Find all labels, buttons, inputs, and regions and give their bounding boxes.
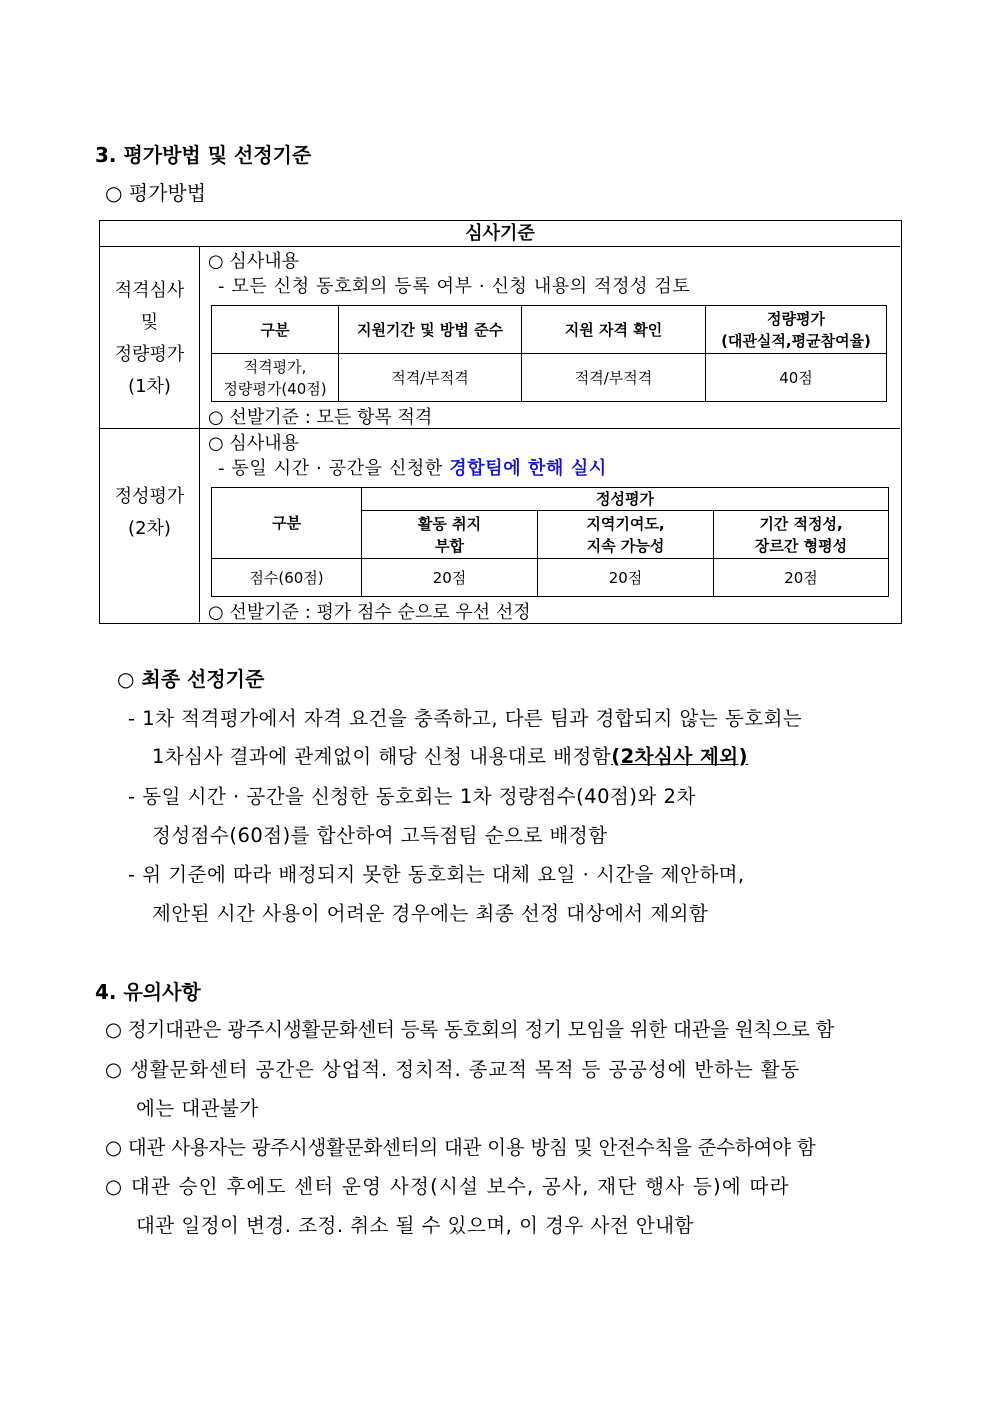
header-cell-quantitative [706, 306, 887, 354]
final-criteria-item: 제안된 시간 사용이 어려운 경우에는 최종 선정 대상에서 제외함 [152, 902, 709, 925]
header-cell-group: 정성평가 [362, 488, 889, 511]
stage1-criteria: ○ 선발기준 : 모든 항목 적격 [208, 407, 433, 428]
notice-item: ○ 대관 승인 후에도 센터 운영 사정(시설 보수, 공사, 재단 행사 등)에 따라 [105, 1175, 790, 1198]
stage1-content [200, 247, 900, 429]
value-cell: 20점 [538, 559, 714, 597]
stage2-content-desc [218, 454, 607, 480]
final-criteria-text: 1차심사 결과에 관계없이 해당 신청 내용대로 배정함 [152, 745, 612, 768]
header-cell-line: 정량평가 [767, 309, 825, 328]
header-cell-line: 지속 가능성 [586, 536, 665, 555]
final-criteria-item: - 동일 시간 · 공간을 신청한 동호회는 1차 정량점수(40점)와 2차 [128, 785, 696, 808]
final-criteria-item: 정성점수(60점)를 합산하여 고득점팀 순으로 배정함 [152, 824, 608, 847]
stage1-label-line: 및 [140, 312, 159, 333]
row-label-line: 정량평가(40점) [223, 379, 327, 398]
final-criteria-heading: ○ 최종 선정기준 [117, 667, 265, 691]
header-cell-line: 기간 적정성, [759, 514, 843, 533]
stage1-label-line: 적격심사 [114, 280, 185, 301]
value-cell: 적격/부적격 [339, 354, 522, 402]
header-cell [538, 511, 714, 559]
row-label-cell [212, 354, 339, 402]
stage2-criteria: ○ 선발기준 : 평가 점수 순으로 우선 선정 [208, 602, 531, 623]
header-cell-line: 활동 취지 [417, 514, 482, 533]
header-cell: 구분 [212, 488, 362, 559]
notice-item: ○ 생활문화센터 공간은 상업적. 정치적. 종교적 목적 등 공공성에 반하는 활동 [105, 1058, 801, 1081]
stage2-label [100, 429, 200, 622]
header-cell: 지원기간 및 방법 준수 [339, 306, 522, 354]
header-cell-line: 부합 [435, 536, 464, 555]
final-criteria-item: - 1차 적격평가에서 자격 요건을 충족하고, 다른 팀과 경합되지 않는 동호회는 [128, 707, 803, 730]
stage2-content [200, 429, 900, 622]
evaluation-method-heading: ○ 평가방법 [105, 181, 207, 205]
stage2-inner-table [211, 487, 889, 597]
evaluation-criteria-table [99, 220, 902, 624]
stage1-inner-table [211, 305, 887, 402]
notice-item: 대관 일정이 변경. 조정. 취소 될 수 있으며, 이 경우 사전 안내함 [136, 1214, 694, 1237]
stage1-label-line: 정량평가 [114, 344, 185, 365]
header-cell: 구분 [212, 306, 339, 354]
header-cell-line: 지역기여도, [586, 514, 665, 533]
stage2-desc-text: - 동일 시간 · 공간을 신청한 [218, 458, 450, 479]
row-label-cell: 점수(60점) [212, 559, 362, 597]
stage2-desc-highlight: 경합팀에 한해 실시 [449, 458, 607, 479]
notice-item: 에는 대관불가 [136, 1097, 259, 1120]
final-criteria-item: - 위 기준에 따라 배정되지 못한 동호회는 대체 요일 · 시간을 제안하며, [128, 863, 745, 886]
value-cell: 20점 [714, 559, 889, 597]
stage2-label-line: (2차) [128, 518, 171, 539]
value-cell: 적격/부적격 [522, 354, 706, 402]
row-label-line: 적격평가, [243, 357, 307, 376]
notice-item: ○ 대관 사용자는 광주시생활문화센터의 대관 이용 방침 및 안전수칙을 준수하여야 함 [105, 1136, 816, 1159]
header-cell: 지원 자격 확인 [522, 306, 706, 354]
stage1-content-heading: ○ 심사내용 [208, 251, 299, 272]
header-cell [714, 511, 889, 559]
stage2-label-line: 정성평가 [114, 486, 185, 507]
section3-title: 3. 평가방법 및 선정기준 [95, 143, 312, 167]
header-cell-line: 장르간 형평성 [754, 536, 848, 555]
stage2-content-heading: ○ 심사내용 [208, 433, 299, 454]
value-cell: 20점 [362, 559, 538, 597]
final-criteria-item [152, 741, 748, 769]
notice-item: ○ 정기대관은 광주시생활문화센터 등록 동호회의 정기 모임을 위한 대관을 원칙으로 함 [105, 1018, 835, 1041]
header-cell-line: (대관실적,평균참여율) [721, 331, 871, 350]
stage1-content-desc: - 모든 신청 동호회의 등록 여부 · 신청 내용의 적정성 검토 [218, 276, 691, 297]
section4-title: 4. 유의사항 [95, 980, 201, 1004]
table-header: 심사기준 [100, 221, 900, 247]
stage1-label [100, 247, 200, 429]
final-criteria-emphasis: (2차심사 제외) [611, 745, 749, 768]
value-cell: 40점 [706, 354, 887, 402]
header-cell [362, 511, 538, 559]
stage1-label-line: (1차) [128, 376, 171, 397]
